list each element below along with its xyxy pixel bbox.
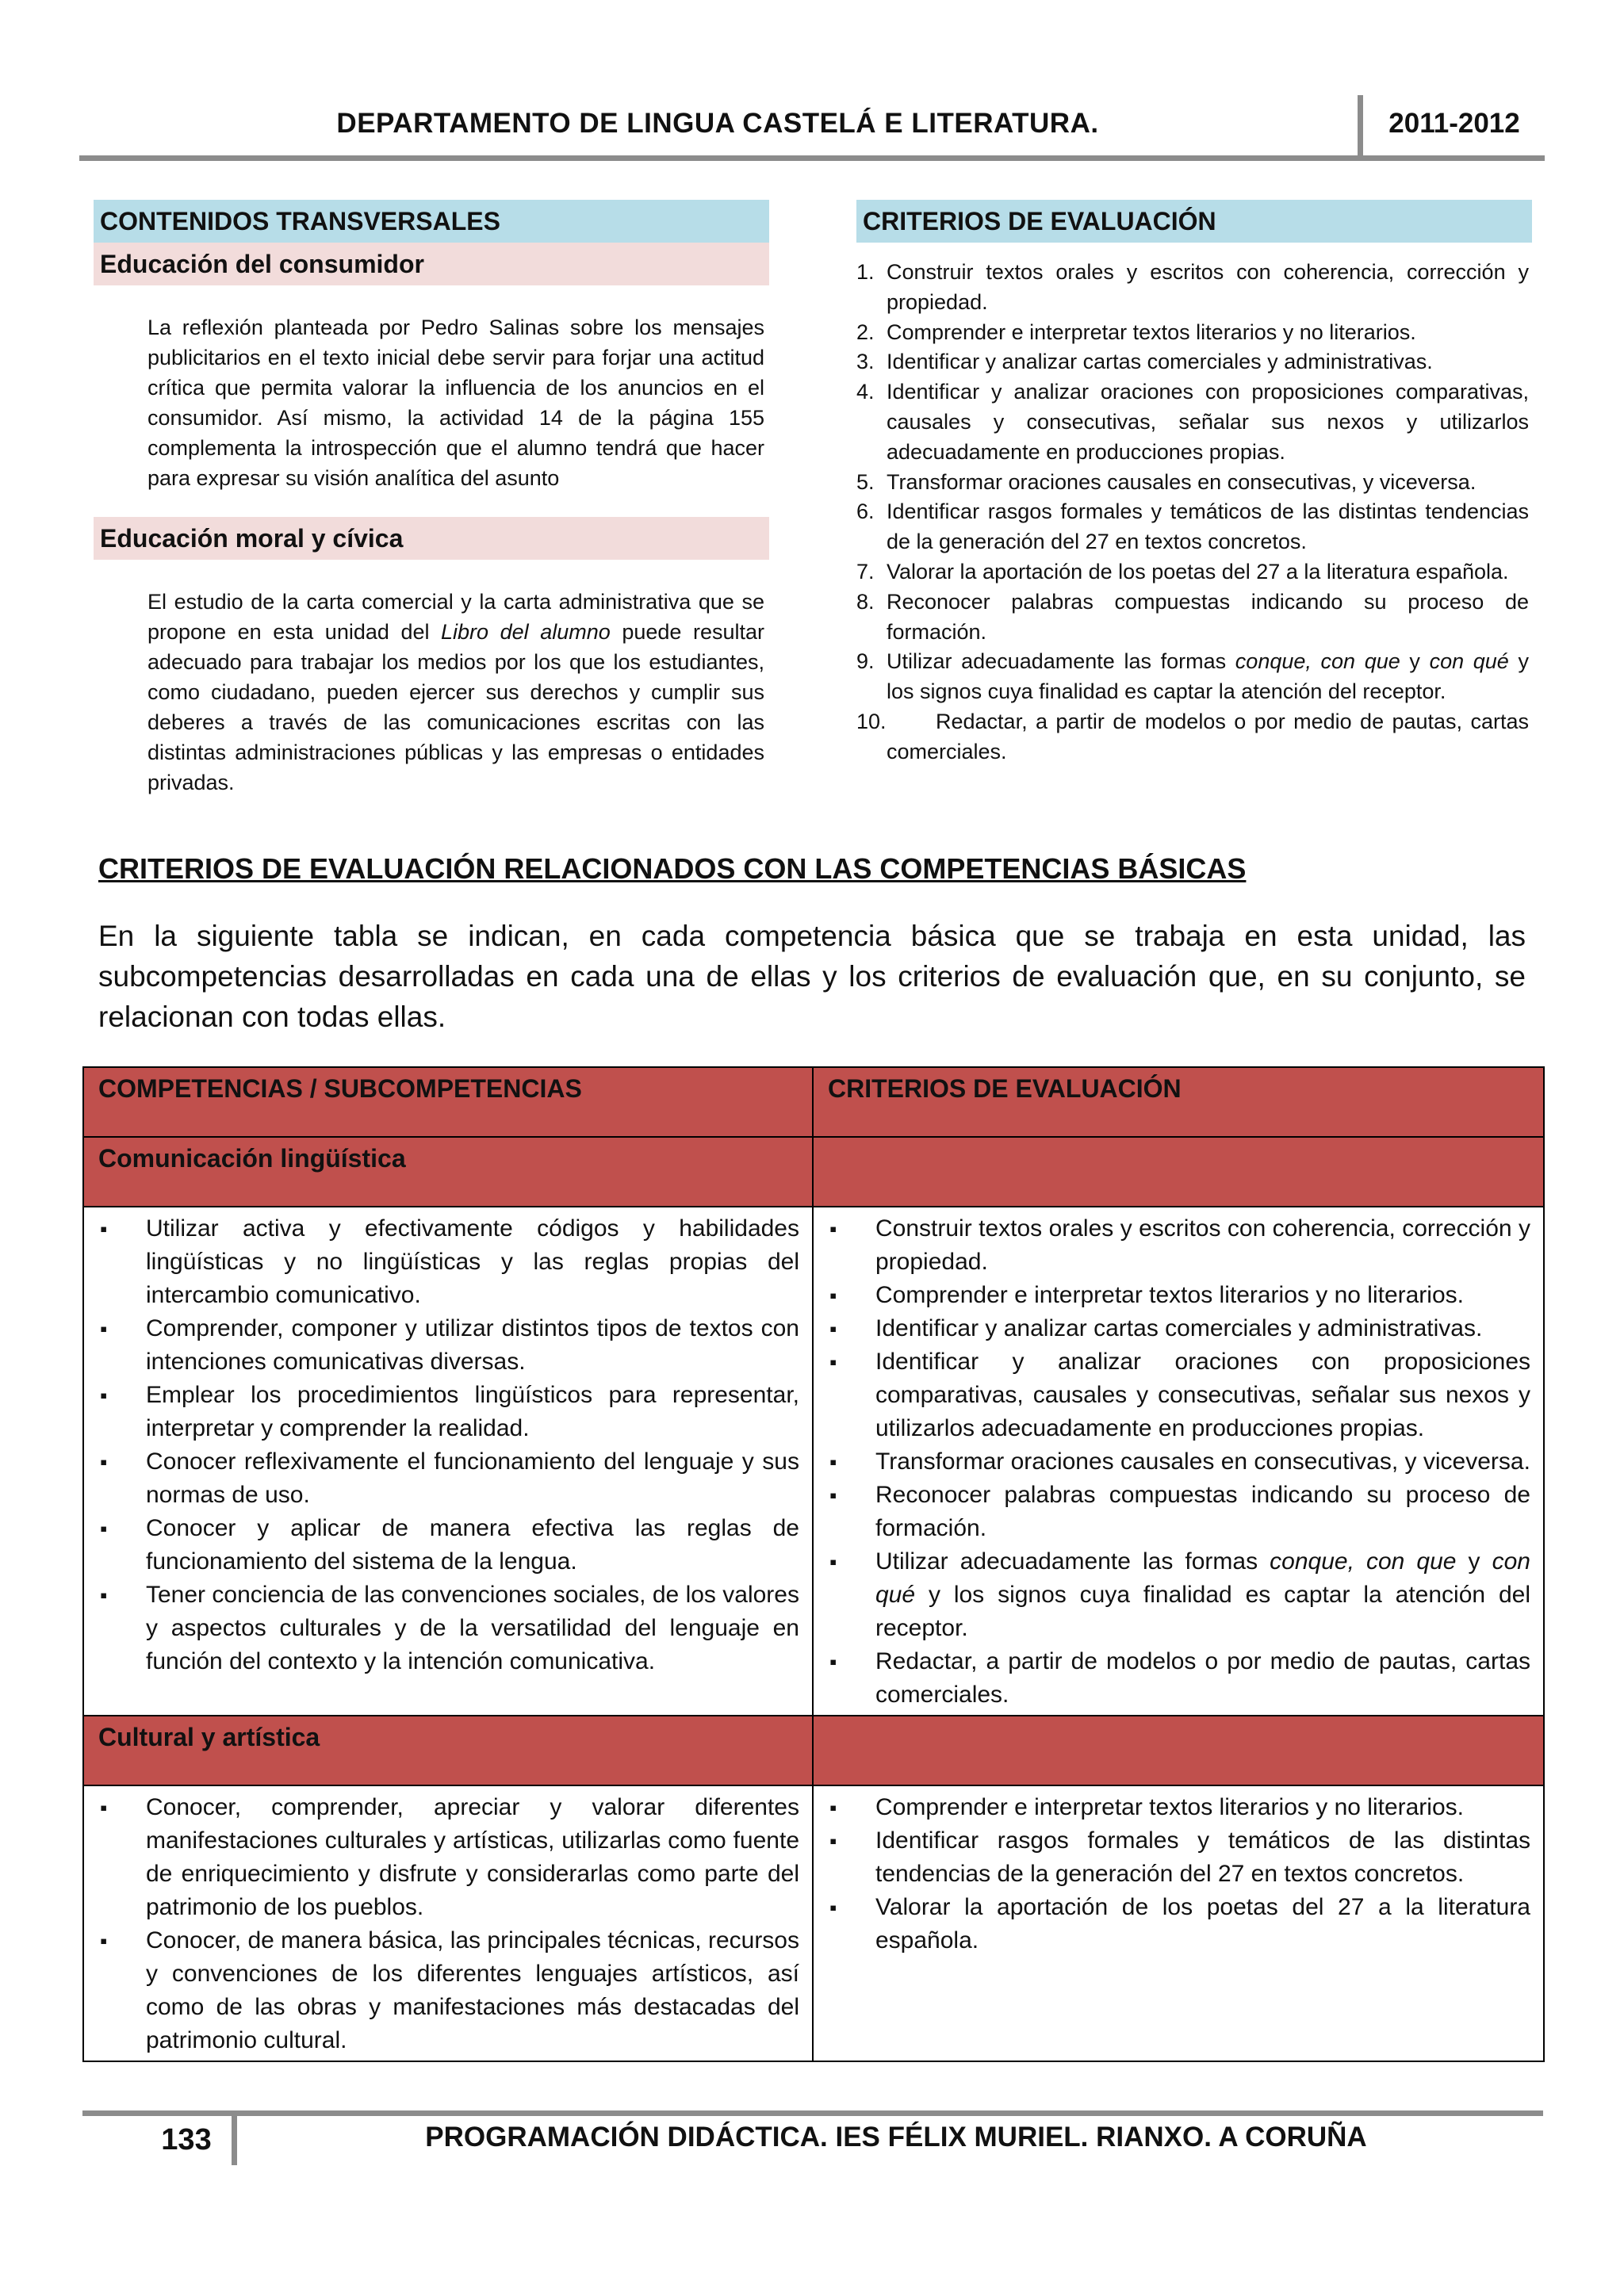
- criteria-list: [856, 258, 1529, 767]
- list-item: ▪ Transformar oraciones causales en consecutivas, y viceversa.: [826, 1445, 1530, 1479]
- transversal-heading: CONTENIDOS TRANSVERSALES: [94, 200, 769, 243]
- criteria-text: y: [1400, 649, 1430, 674]
- criteria-bullet-list: [826, 1212, 1530, 1712]
- forms-italic: con qué: [875, 1548, 1530, 1608]
- criteria-text: Identificar y analizar oraciones con proposiciones comparativas, causales y consecutivas, señalar sus nexos y utilizarlos adecuadamente en producciones propias.: [887, 380, 1529, 464]
- criteria-item: [856, 347, 1529, 377]
- moral-text-b: puede resultar adecuado para trabajar los medios por los que los estudiantes, como ciudadano, pueden ejercer sus derechos y cumplir sus deberes a través de las comunicaciones escritas con las distintas administraciones públicas y las empresas o entidades privadas.: [147, 620, 764, 794]
- footer-rule: [82, 2110, 1543, 2116]
- criteria-num: 10.: [856, 709, 887, 733]
- cultural-heading-empty: [813, 1716, 1544, 1785]
- header-rule: [79, 155, 1545, 161]
- criteria-num: 5.: [856, 469, 875, 494]
- criteria-item: [856, 497, 1529, 557]
- competencies-table: [82, 1066, 1545, 2062]
- cultural-criteria: [813, 1785, 1544, 2061]
- footer-text: PROGRAMACIÓN DIDÁCTICA. IES FÉLIX MURIEL. RIANXO. A CORUÑA: [425, 2122, 1367, 2152]
- criteria-item: [856, 587, 1529, 648]
- col-criteria-header: CRITERIOS DE EVALUACIÓN: [813, 1067, 1544, 1137]
- criteria-item: [856, 707, 1529, 767]
- table-row: [83, 1716, 1544, 1785]
- list-item: ▪ Redactar, a partir de modelos o por medio de pautas, cartas comerciales.: [826, 1645, 1530, 1712]
- header-year: 2011-2012: [1388, 108, 1520, 139]
- linguistic-heading: Comunicación lingüística: [83, 1137, 813, 1207]
- criteria-num: 1.: [856, 260, 875, 284]
- criteria-num: 4.: [856, 380, 875, 404]
- list-item: ▪ Identificar y analizar cartas comerciales y administrativas.: [826, 1312, 1530, 1345]
- criteria-text: Transformar oraciones causales en consecutivas, y viceversa.: [887, 469, 1477, 494]
- subcompetency-list: [97, 1212, 799, 1678]
- criteria-text: Redactar, a partir de modelos o por medio de pautas, cartas comerciales.: [887, 709, 1529, 763]
- list-item: ▪ Tener conciencia de las convenciones sociales, de los valores y aspectos culturales y de la versatilidad del lenguaje en función del contexto y la intención comunicativa.: [97, 1578, 799, 1678]
- linguistic-heading-empty: [813, 1137, 1544, 1207]
- section-title: CRITERIOS DE EVALUACIÓN RELACIONADOS CON LAS COMPETENCIAS BÁSICAS: [98, 852, 1247, 885]
- criteria-text: Identificar rasgos formales y temáticos de las distintas tendencias de la generación del 27 en textos concretos.: [887, 499, 1529, 554]
- list-item: ▪ Emplear los procedimientos lingüísticos para representar, interpretar y comprender la realidad.: [97, 1379, 799, 1445]
- criteria-item: [856, 318, 1529, 348]
- list-item: ▪ Conocer, de manera básica, las principales técnicas, recursos y convenciones de los diferentes lenguajes artísticos, así como de las obras y manifestaciones más destacadas del patrimonio cultural.: [97, 1924, 799, 2057]
- criteria-text: y los signos cuya finalidad es captar la atención del receptor.: [887, 649, 1529, 704]
- criteria-italic: con qué: [1429, 649, 1509, 674]
- list-item: [826, 1545, 1530, 1645]
- moral-text-a: El estudio de la carta comercial y la carta administrativa que se propone en esta unidad del: [147, 590, 764, 644]
- criteria-text: Construir textos orales y escritos con coherencia, corrección y propiedad.: [887, 260, 1529, 314]
- list-item: ▪ Identificar y analizar oraciones con proposiciones comparativas, causales y consecutivas, señalar sus nexos y utilizarlos adecuadamente en producciones propias.: [826, 1345, 1530, 1445]
- criteria-text: Reconocer palabras compuestas indicando su proceso de formación.: [887, 589, 1529, 644]
- criteria-item: [856, 647, 1529, 707]
- forms-text: Utilizar adecuadamente las formas: [875, 1548, 1270, 1575]
- list-item: ▪ Utilizar activa y efectivamente códigos y habilidades lingüísticas y no lingüísticas y las reglas propias del intercambio comunicativo.: [97, 1212, 799, 1312]
- table-row: [83, 1785, 1544, 2061]
- list-item: ▪ Construir textos orales y escritos con coherencia, corrección y propiedad.: [826, 1212, 1530, 1279]
- list-item: ▪ Conocer, comprender, apreciar y valorar diferentes manifestaciones culturales y artísticas, utilizarlas como fuente de enriquecimiento y disfrute y considerarlas como parte del patrimonio de los pueblos.: [97, 1791, 799, 1924]
- list-item: ▪ Identificar rasgos formales y temáticos de las distintas tendencias de la generación del 27 en textos concretos.: [826, 1824, 1530, 1891]
- linguistic-subcompetencies: [83, 1207, 813, 1716]
- list-item: ▪ Comprender e interpretar textos literarios y no literarios.: [826, 1791, 1530, 1824]
- criteria-text: Comprender e interpretar textos literarios y no literarios.: [887, 320, 1416, 344]
- criteria-num: 2.: [856, 320, 875, 344]
- subcompetency-list: [97, 1791, 799, 2057]
- criteria-bullet-list: [826, 1791, 1530, 1957]
- consumer-heading: Educación del consumidor: [94, 243, 769, 285]
- criteria-item: [856, 557, 1529, 587]
- criteria-heading: CRITERIOS DE EVALUACIÓN: [856, 200, 1532, 243]
- page-number: 133: [161, 2123, 212, 2156]
- criteria-item: [856, 258, 1529, 318]
- criteria-num: 6.: [856, 499, 875, 524]
- criteria-item: [856, 377, 1529, 467]
- list-item: ▪ Comprender e interpretar textos literarios y no literarios.: [826, 1279, 1530, 1312]
- list-item: ▪ Reconocer palabras compuestas indicando su proceso de formación.: [826, 1479, 1530, 1545]
- consumer-text: La reflexión planteada por Pedro Salinas sobre los mensajes publicitarios en el texto inicial debe servir para forjar una actitud crítica que permita valorar la influencia de los anuncios en el consumidor. Así mismo, la actividad 14 de la página 155 complementa la introspección que el alumno tendrá que hacer para expresar su visión analítica del asunto: [147, 316, 764, 490]
- list-item: ▪ Conocer y aplicar de manera efectiva las reglas de funcionamiento del sistema de la lengua.: [97, 1512, 799, 1578]
- list-item: ▪ Comprender, componer y utilizar distintos tipos de textos con intenciones comunicativas diversas.: [97, 1312, 799, 1379]
- forms-italic: conque, con que: [1270, 1548, 1457, 1575]
- section-intro: En la siguiente tabla se indican, en cada competencia básica que se trabaja en esta unidad, las subcompetencias desarrolladas en cada una de ellas y los criterios de evaluación que, en su conjunto, se relacionan con todas ellas.: [98, 920, 1526, 1033]
- criteria-text: Identificar y analizar cartas comerciales y administrativas.: [887, 350, 1433, 374]
- linguistic-criteria: [813, 1207, 1544, 1716]
- criteria-text: Utilizar adecuadamente las formas: [887, 649, 1235, 674]
- table-header-row: [83, 1067, 1544, 1137]
- moral-text: [147, 587, 764, 798]
- criteria-num: 8.: [856, 589, 875, 614]
- criteria-text: Valorar la aportación de los poetas del 27 a la literatura española.: [887, 559, 1509, 584]
- header-separator: [1358, 95, 1363, 155]
- forms-text: y: [1456, 1548, 1492, 1575]
- cultural-subcompetencies: [83, 1785, 813, 2061]
- table-row: [83, 1207, 1544, 1716]
- criteria-item: [856, 468, 1529, 498]
- criteria-num: 3.: [856, 350, 875, 374]
- table-row: [83, 1137, 1544, 1207]
- list-item: ▪ Conocer reflexivamente el funcionamiento del lenguaje y sus normas de uso.: [97, 1445, 799, 1512]
- col-competencies-header: COMPETENCIAS / SUBCOMPETENCIAS: [83, 1067, 813, 1137]
- moral-text-italic: Libro del alumno: [441, 620, 611, 644]
- moral-heading: Educación moral y cívica: [94, 517, 769, 560]
- header-title: DEPARTAMENTO DE LINGUA CASTELÁ E LITERATURA.: [336, 108, 1099, 139]
- criteria-num: 9.: [856, 649, 875, 674]
- footer-separator: [232, 2116, 237, 2165]
- list-item: ▪ Valorar la aportación de los poetas del 27 a la literatura española.: [826, 1891, 1530, 1957]
- criteria-num: 7.: [856, 559, 875, 584]
- criteria-italic: conque, con que: [1235, 649, 1400, 674]
- forms-text: y los signos cuya finalidad es captar la atención del receptor.: [875, 1582, 1530, 1641]
- cultural-heading: Cultural y artística: [83, 1716, 813, 1785]
